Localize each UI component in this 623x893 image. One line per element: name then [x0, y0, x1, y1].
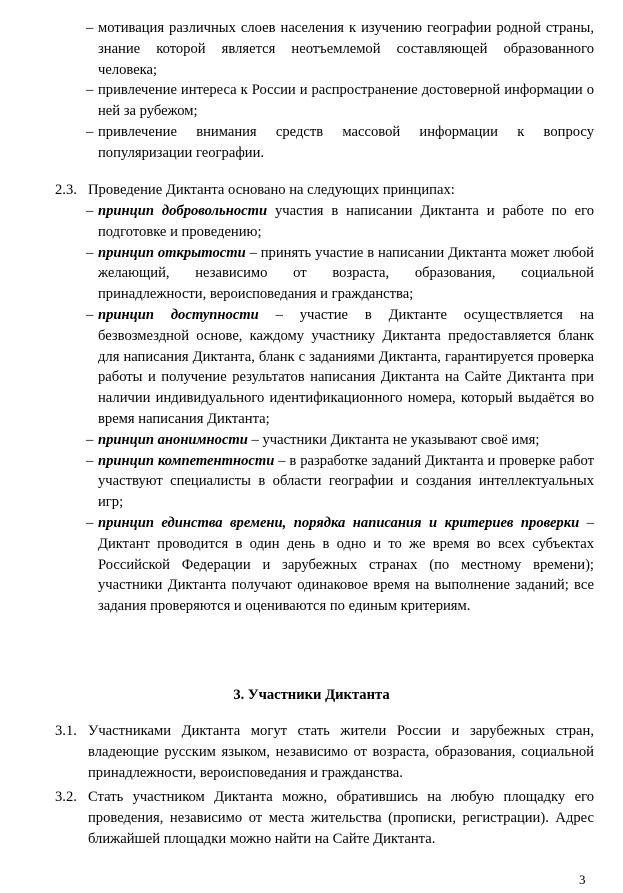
principle-text: участия в написании Диктанта и работе по его подготовке и проведению;: [98, 203, 595, 240]
principle-text: – Диктант проводится в один день в одно и то же время во всех субъектах Российской Федерации и зарубежных странах (по местному времени); участники Диктанта получают одинаковое время на выполнение заданий; все задания проверяются и оцениваются по единым критериям.: [98, 514, 595, 615]
clause-2-3: [55, 180, 594, 201]
principle-text: – участие в Диктанте осуществляется на безвозмездной основе, каждому участнику Диктанта предоставляется бланк для написания Диктанта, бланк с заданиями Диктанта, гарантируется проверка работы и получение результатов написания Диктанта на Сайте Диктанта при наличии индивидуального идентификационного номера, который выдаётся во время написания Диктанта;: [98, 306, 594, 427]
section-heading: 3. Участники Диктанта: [233, 687, 390, 703]
clause-3-1: [55, 721, 594, 783]
dash-marker: –: [86, 203, 94, 219]
clause-text: Участниками Диктанта могут стать жители России и зарубежных стран, владеющие русским языком, независимо от возраста, образования, социальной принадлежности, вероисповедания и гражданства.: [88, 723, 594, 781]
list-item-text: привлечение интереса к России и распространение достоверной информации о ней за рубежом;: [98, 82, 594, 120]
dash-marker: –: [86, 123, 94, 140]
dash-marker: –: [86, 514, 94, 531]
principle-item: [86, 243, 594, 305]
principle-text: – участники Диктанта не указывают своё имя;: [247, 431, 540, 448]
dash-marker: –: [86, 82, 94, 99]
principle-name: принцип анонимности: [98, 431, 248, 448]
principle-text: – принять участие в написании Диктанта может любой желающий, независимо от возраста, образования, социальной принадлежности, вероисповедания и гражданства;: [98, 244, 594, 303]
dash-marker: –: [86, 431, 94, 448]
principle-name: принцип открытости: [98, 244, 246, 261]
principles-list: [86, 201, 594, 617]
principle-item: [86, 451, 594, 513]
principle-name: принцип доступности: [98, 306, 259, 323]
principle-name: принцип единства времени, порядка написания и критериев проверки: [98, 514, 580, 531]
principle-item: [86, 430, 594, 451]
principle-name: принцип компетентности: [98, 452, 275, 469]
dash-marker: –: [86, 20, 94, 36]
principle-item: [86, 305, 594, 430]
intro-list: [86, 18, 594, 164]
clause-text: Проведение Диктанта основано на следующих принципах:: [88, 182, 455, 198]
principle-item: [86, 513, 594, 617]
principle-name: принцип добровольности: [98, 203, 268, 219]
page-number: 3: [579, 872, 586, 887]
principle-text: – в разработке заданий Диктанта и проверке работ участвуют специалисты в области географии и создания интеллектуальных игр;: [98, 452, 595, 511]
list-item: [86, 80, 594, 122]
clause-text: Стать участником Диктанта можно, обратившись на любую площадку его проведения, независимо от места жительства (прописки, регистрации). Адрес ближайшей площадки можно найти на Сайте Диктанта.: [88, 789, 594, 847]
dash-marker: –: [86, 306, 94, 323]
clause-number: 3.1.: [55, 723, 77, 739]
dash-marker: –: [86, 452, 94, 469]
list-item: [86, 18, 594, 80]
list-item: [86, 122, 594, 164]
list-item-text: привлечение внимания средств массовой информации к вопросу популяризации географии.: [98, 123, 594, 161]
list-item-text: мотивация различных слоев населения к изучению географии родной страны, знание которой является неотъемлемой составляющей образованного человека;: [98, 20, 594, 78]
principle-item: [86, 201, 594, 243]
clause-number: 2.3.: [55, 182, 77, 198]
clause-number: 3.2.: [55, 789, 77, 805]
clause-3-2: [55, 787, 594, 849]
dash-marker: –: [86, 244, 94, 261]
